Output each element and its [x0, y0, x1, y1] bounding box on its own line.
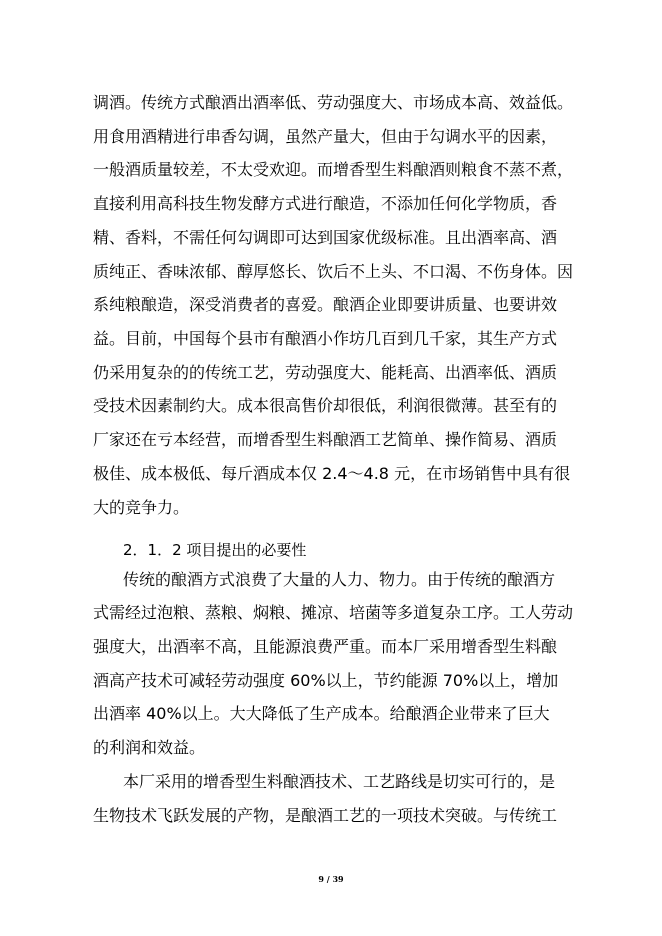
paragraph-line: 本厂采用的增香型生料酿酒技术、工艺路线是切实可行的，是: [123, 772, 556, 791]
paragraph-line: 酒高产技术可减轻劳动强度 60%以上，节约能源 70%以上，增加: [93, 671, 559, 690]
paragraph-line: 一般酒质量较差，不太受欢迎。而增香型生料酿酒则粮食不蒸不煮，: [93, 160, 573, 179]
paragraph-line: 大的竞争力。: [93, 498, 190, 517]
paragraph-line: 生物技术飞跃发展的产物，是酿酒工艺的一项技术突破。与传统工: [93, 806, 558, 825]
paragraph-line: 的利润和效益。: [93, 738, 206, 757]
paragraph-line: 仍采用复杂的的传统工艺，劳动强度大、能耗高、出酒率低、酒质: [93, 363, 558, 382]
paragraph-line: 厂家还在亏本经营，而增香型生料酿酒工艺简单、操作简易、酒质: [93, 430, 558, 449]
section-heading: 2．1．2 项目提出的必要性: [123, 541, 307, 559]
paragraph-line: 调酒。传统方式酿酒出酒率低、劳动强度大、市场成本高、效益低。: [93, 93, 573, 112]
paragraph-line: 强度大，出酒率不高，且能源浪费严重。而本厂采用增香型生料酿: [93, 637, 558, 656]
paragraph-line: 质纯正、香味浓郁、醇厚悠长、饮后不上头、不口渴、不伤身体。因: [93, 262, 573, 281]
paragraph-line: 受技术因素制约大。成本很高售价却很低，利润很微薄。甚至有的: [93, 396, 558, 415]
paragraph-line: 益。目前，中国每个县市有酿酒小作坊几百到几千家，其生产方式: [93, 329, 558, 348]
page-number: 9 / 39: [318, 874, 344, 884]
paragraph-line: 用食用酒精进行串香勾调，虽然产量大，但由于勾调水平的因素，: [93, 127, 558, 146]
paragraph-line: 系纯粮酿造，深受消费者的喜爱。酿酒企业即要讲质量、也要讲效: [93, 295, 558, 314]
paragraph-line: 式需经过泡粮、蒸粮、焖粮、摊凉、培菌等多道复杂工序。工人劳动: [93, 603, 573, 622]
paragraph-line: 精、香料，不需任何勾调即可达到国家优级标准。且出酒率高、酒: [93, 228, 558, 247]
paragraph-line: 出酒率 40%以上。大大降低了生产成本。给酿酒企业带来了巨大: [93, 704, 550, 723]
paragraph-line: 极佳、成本极低、每斤酒成本仅 2.4～4.8 元，在市场销售中具有很: [93, 464, 571, 483]
paragraph-line: 传统的酿酒方式浪费了大量的人力、物力。由于传统的酿酒方: [123, 570, 556, 589]
paragraph-line: 直接利用高科技生物发酵方式进行酿造，不添加任何化学物质，香: [93, 194, 558, 213]
